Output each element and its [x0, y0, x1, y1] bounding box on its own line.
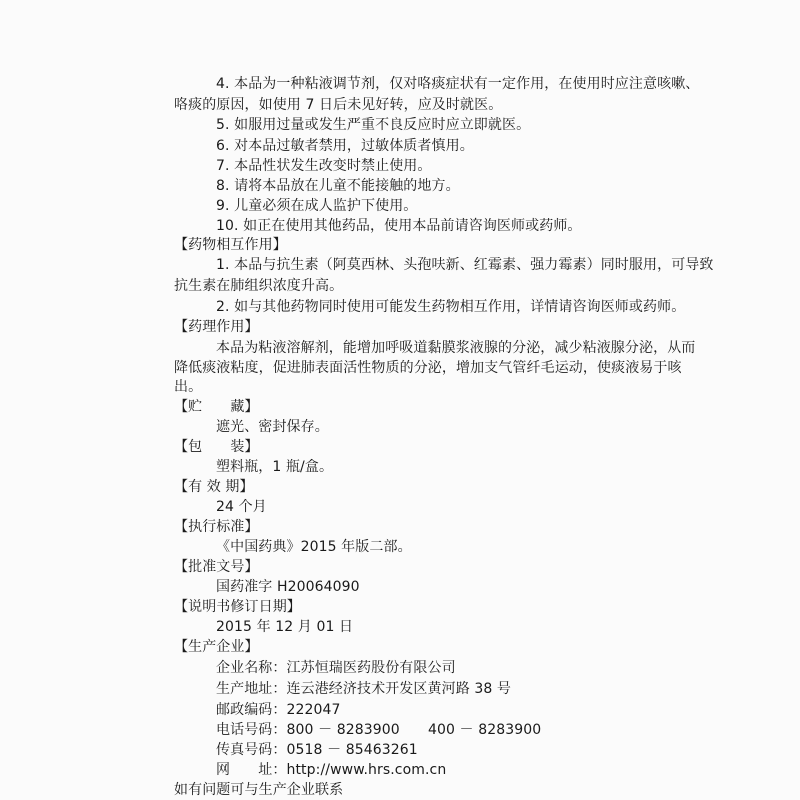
approval-heading: 【批准文号】	[174, 559, 259, 575]
pharmacology-line-1: 本品为粘液溶解剂，能增加呼吸道黏膜浆液腺的分泌，减少粘液腺分泌，从而	[216, 340, 696, 356]
revision-value: 2015 年 12 月 01 日	[216, 619, 354, 635]
manufacturer-heading: 【生产企业】	[174, 639, 259, 655]
precaution-item-4-line-2: 咯痰的原因，如使用 7 日后未见好转，应及时就医。	[174, 97, 503, 113]
validity-value: 24 个月	[216, 499, 267, 515]
interaction-item-1-line-1: 1. 本品与抗生素（阿莫西林、头孢呋新、红霉素、强力霉素）同时服用，可导致	[216, 257, 714, 273]
standard-heading: 【执行标准】	[174, 519, 259, 535]
package-value: 塑料瓶，1 瓶/盒。	[216, 459, 334, 475]
footer-note: 如有问题可与生产企业联系	[174, 782, 344, 798]
approval-value: 国药准字 H20064090	[216, 579, 360, 595]
storage-value: 遮光、密封保存。	[216, 419, 329, 435]
package-heading: 【包 装】	[174, 439, 259, 455]
precaution-item-9: 9. 儿童必须在成人监护下使用。	[216, 198, 418, 214]
precaution-item-6: 6. 对本品过敏者禁用，过敏体质者慎用。	[216, 138, 474, 154]
revision-heading: 【说明书修订日期】	[174, 599, 301, 615]
pharmacology-line-3: 出。	[174, 379, 203, 395]
storage-heading: 【贮 藏】	[174, 399, 259, 415]
precaution-item-4-line-1: 4. 本品为一种粘液调节剂，仅对咯痰症状有一定作用，在使用时应注意咳嗽、	[216, 76, 700, 92]
manufacturer-phone: 电话号码：800 － 8283900 400 － 8283900	[216, 722, 542, 738]
interactions-heading: 【药物相互作用】	[174, 237, 287, 253]
precaution-item-10: 10. 如正在使用其他药品，使用本品前请咨询医师或药师。	[216, 218, 582, 234]
manufacturer-name: 企业名称：江苏恒瑞医药股份有限公司	[216, 660, 456, 676]
interaction-item-2: 2. 如与其他药物同时使用可能发生药物相互作用，详情请咨询医师或药师。	[216, 299, 686, 315]
pharmacology-heading: 【药理作用】	[174, 319, 259, 335]
pharmacology-line-2: 降低痰液粘度，促进肺表面活性物质的分泌，增加支气管纤毛运动，使痰液易于咳	[174, 360, 682, 376]
precaution-item-5: 5. 如服用过量或发生严重不良反应时应立即就医。	[216, 117, 531, 133]
precaution-item-8: 8. 请将本品放在儿童不能接触的地方。	[216, 178, 460, 194]
validity-heading: 【有 效 期】	[174, 479, 254, 495]
standard-value: 《中国药典》2015 年版二部。	[216, 539, 412, 555]
interaction-item-1-line-2: 抗生素在肺组织浓度升高。	[174, 278, 344, 294]
manufacturer-fax: 传真号码：0518 － 85463261	[216, 742, 418, 758]
manufacturer-website: 网 址：http://www.hrs.com.cn	[216, 762, 447, 778]
precaution-item-7: 7. 本品性状发生改变时禁止使用。	[216, 158, 432, 174]
manufacturer-address: 生产地址：连云港经济技术开发区黄河路 38 号	[216, 681, 512, 697]
manufacturer-postcode: 邮政编码：222047	[216, 702, 341, 718]
